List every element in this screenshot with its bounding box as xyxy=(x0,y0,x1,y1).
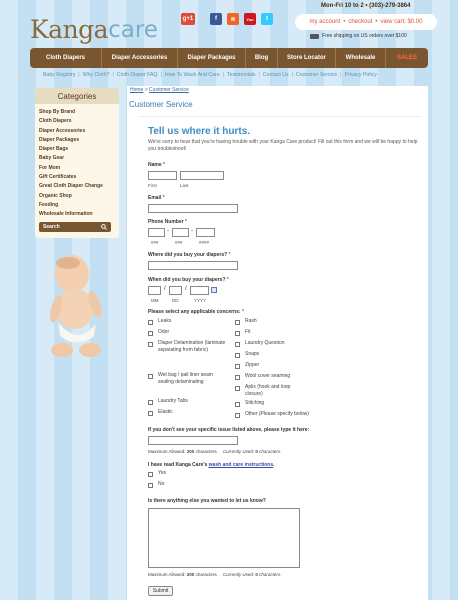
when-bought-label xyxy=(148,277,229,283)
where-bought-input[interactable] xyxy=(148,261,238,270)
category-shop-by-brand[interactable]: Shop By Brand xyxy=(39,109,76,115)
max-allowed-count: 200 xyxy=(186,449,195,454)
read-care-no-label: No xyxy=(158,481,165,487)
sub-nav xyxy=(43,72,377,78)
concern-snaps-checkbox[interactable] xyxy=(235,353,240,358)
required-mark: * xyxy=(226,277,229,283)
calendar-icon[interactable] xyxy=(211,287,217,293)
nav-wholesale[interactable]: Wholesale xyxy=(336,48,386,68)
social-links xyxy=(181,13,273,25)
breadcrumb-home[interactable]: Home xyxy=(130,87,144,93)
category-for-mom[interactable]: For Mom xyxy=(39,164,61,171)
date-caption-year: YYYY xyxy=(194,298,207,303)
category-cloth-diapers[interactable]: Cloth Diapers xyxy=(39,118,72,125)
account-bar xyxy=(295,14,437,30)
date-separator: / xyxy=(164,286,166,292)
category-organic-shop[interactable]: Organic Shop xyxy=(39,192,72,199)
phone-caption-prefix: ### xyxy=(175,240,183,245)
date-separator: / xyxy=(185,286,187,292)
page-title: Customer Service xyxy=(129,100,193,109)
subnav-why-cloth[interactable]: Why Cloth? xyxy=(82,72,110,78)
subnav-separator: | xyxy=(78,72,80,78)
category-baby-gear[interactable]: Baby Gear xyxy=(39,155,65,162)
concern-laundry-question-label: Laundry Question xyxy=(245,340,285,346)
characters-text: characters. xyxy=(195,449,218,454)
anything-else-label: Is there anything else you wanted to let us know? xyxy=(148,498,266,504)
subnav-cloth-diaper-faq[interactable]: Cloth Diaper FAQ xyxy=(116,72,158,78)
nav-diaper-packages[interactable]: Diaper Packages xyxy=(178,48,246,68)
concern-stitching-label: Stitching xyxy=(245,400,265,406)
concern-other-label: Other (Please specify below) xyxy=(245,411,309,417)
categories-list xyxy=(35,104,119,220)
concern-snaps-label: Snaps xyxy=(245,351,260,357)
year-input[interactable] xyxy=(190,286,209,295)
category-feeding[interactable]: Feeding xyxy=(39,201,59,208)
rss-icon[interactable]: ≋ xyxy=(227,13,239,25)
baby-photo xyxy=(42,254,112,364)
nav-store-locator[interactable]: Store Locator xyxy=(278,48,336,68)
logo[interactable] xyxy=(30,14,158,42)
shipping-banner xyxy=(310,33,407,39)
concern-laundry-tabs-checkbox[interactable] xyxy=(148,400,153,405)
concern-stitching-checkbox[interactable] xyxy=(235,402,240,407)
phone-caption-area: ### xyxy=(151,240,159,245)
concern-wool-checkbox[interactable] xyxy=(235,375,240,380)
youtube-icon[interactable]: You xyxy=(244,13,256,25)
concern-rash-label: Rash xyxy=(245,318,257,324)
concern-laundry-tabs-label: Laundry Tabs xyxy=(158,398,188,404)
form-heading: Tell us where it hurts. xyxy=(148,126,251,137)
required-mark: * xyxy=(162,195,165,201)
subnav-separator: | xyxy=(112,72,114,78)
characters-used-text: characters. xyxy=(259,572,282,577)
date-caption-month: MM xyxy=(151,298,159,303)
where-bought-label xyxy=(148,252,231,258)
concern-zipper-label: Zipper xyxy=(245,362,260,368)
concern-rash-checkbox[interactable] xyxy=(235,320,240,325)
concern-zipper-checkbox[interactable] xyxy=(235,364,240,369)
category-diaper-accessories[interactable]: Diaper Accessories xyxy=(39,127,86,134)
concern-delamination-checkbox[interactable] xyxy=(148,342,153,347)
anything-else-char-count xyxy=(148,572,281,577)
phone-dash: - xyxy=(191,228,193,234)
phone-label-text: Phone Number xyxy=(148,219,184,225)
category-diaper-packages[interactable]: Diaper Packages xyxy=(39,136,80,143)
subnav-separator: | xyxy=(258,72,260,78)
search-icon xyxy=(101,224,107,230)
concern-leaks-label: Leaks xyxy=(158,318,172,324)
concern-delamination-label: Diaper Delamination (laminate separating from fabric) xyxy=(158,340,226,353)
concern-elastic-checkbox[interactable] xyxy=(148,411,153,416)
max-allowed-count: 200 xyxy=(186,572,195,577)
email-input[interactable] xyxy=(148,204,238,213)
phone-hours: Mon-Fri 10 to 2 • (303)-279-3864 xyxy=(321,3,411,9)
category-wholesale-information[interactable]: Wholesale Information xyxy=(39,211,93,218)
used-count: 0 xyxy=(255,572,258,577)
subnav-contact-us[interactable]: Contact Us xyxy=(262,72,289,78)
concern-aplix-label: Aplix (hook and loop closure) xyxy=(245,384,291,397)
my-account-link[interactable]: my account xyxy=(309,19,341,25)
google-plus-icon[interactable]: g+1 xyxy=(181,13,195,25)
phone-prefix-input[interactable] xyxy=(172,228,189,237)
nav-cloth-diapers[interactable]: Cloth Diapers xyxy=(30,48,102,68)
categories-sidebar xyxy=(35,88,119,238)
read-care-label xyxy=(148,462,275,468)
concern-wetbag-checkbox[interactable] xyxy=(148,374,153,379)
facebook-icon[interactable]: f xyxy=(210,13,222,25)
subnav-baby-registry[interactable]: Baby Registry xyxy=(43,72,76,78)
when-bought-text: When did you buy your diapers? xyxy=(148,277,226,283)
currently-used-text: Currently Used: xyxy=(222,572,255,577)
concerns-label xyxy=(148,309,244,315)
concerns-label-text: Please select any applicable concerns: xyxy=(148,309,241,315)
read-care-period: . xyxy=(273,462,275,468)
main-nav xyxy=(30,48,428,68)
search-label: Search xyxy=(43,224,60,230)
concern-wool-label: Wool cover seaming xyxy=(245,373,291,379)
breadcrumb-separator: > xyxy=(144,87,148,93)
email-label-text: Email xyxy=(148,195,162,201)
header xyxy=(0,0,458,46)
phone-caption-line: #### xyxy=(199,240,210,245)
subnav-separator: | xyxy=(160,72,162,78)
other-issue-char-count xyxy=(148,449,281,454)
read-care-yes-label: Yes xyxy=(158,470,167,476)
checkout-link[interactable]: checkout xyxy=(348,19,373,25)
subnav-wash-and-care[interactable]: How To Wash And Care xyxy=(164,72,220,78)
category-great-cloth-diaper-change[interactable]: Great Cloth Diaper Change xyxy=(39,183,103,190)
other-issue-input[interactable] xyxy=(148,436,238,445)
category-gift-certificates[interactable]: Gift Certificates xyxy=(39,174,77,181)
subnav-privacy-policy[interactable]: Privacy Policy xyxy=(344,72,377,78)
characters-text: characters. xyxy=(195,572,218,577)
used-count: 0 xyxy=(255,449,258,454)
last-caption: Last xyxy=(180,183,189,188)
name-label-text: Name xyxy=(148,162,162,168)
nav-diaper-accessories[interactable]: Diaper Accessories xyxy=(102,48,178,68)
logo-text-left: Kanga xyxy=(30,15,109,44)
required-mark: * xyxy=(163,162,165,168)
read-care-text: I have read Kanga Care's xyxy=(148,462,208,468)
customer-service-form xyxy=(139,116,421,600)
last-name-input[interactable] xyxy=(180,171,224,180)
categories-heading: Categories xyxy=(35,88,119,104)
currently-used-text: Currently Used: xyxy=(222,449,255,454)
twitter-icon[interactable]: t xyxy=(261,13,273,25)
subnav-separator: | xyxy=(291,72,293,78)
category-diaper-bags[interactable]: Diaper Bags xyxy=(39,146,69,153)
subnav-testimonials[interactable]: Testimonials xyxy=(226,72,256,78)
required-mark: * xyxy=(241,309,244,315)
email-label xyxy=(148,195,165,201)
subnav-customer-service[interactable]: Customer Service xyxy=(295,72,338,78)
breadcrumb-current[interactable]: Customer Service xyxy=(149,87,189,93)
concern-leaks-checkbox[interactable] xyxy=(148,320,153,325)
view-cart-link[interactable]: view cart: $0.00 xyxy=(380,19,423,25)
name-label xyxy=(148,162,165,168)
search-button[interactable] xyxy=(39,222,111,232)
phone-label xyxy=(148,219,187,225)
phone-area-input[interactable] xyxy=(148,228,165,237)
breadcrumb xyxy=(130,87,189,93)
other-issue-label: If you don't see your specific issue listed above, please type it here: xyxy=(148,427,310,433)
form-intro: We're sorry to hear that you're having trouble with your Kanga Care product! Fill out this form and we will be happy to help you troubleshoot! xyxy=(148,139,418,152)
shipping-text: Free shipping on US orders over $100 xyxy=(322,33,407,39)
concern-odor-checkbox[interactable] xyxy=(148,331,153,336)
subnav-separator: | xyxy=(222,72,224,78)
where-bought-text: Where did you buy your diapers? xyxy=(148,252,228,258)
first-caption: First xyxy=(148,183,157,188)
concern-wetbag-label: Wet bag / pail liner seam sealing delaminating xyxy=(158,372,213,385)
read-care-yes-checkbox[interactable] xyxy=(148,472,153,477)
concern-laundry-question-checkbox[interactable] xyxy=(235,342,240,347)
phone-line-input[interactable] xyxy=(196,228,215,237)
concern-fit-checkbox[interactable] xyxy=(235,331,240,336)
wash-care-link[interactable]: wash and care instructions xyxy=(208,462,274,468)
nav-blog[interactable]: Blog xyxy=(246,48,278,68)
submit-button[interactable]: Submit xyxy=(148,586,173,596)
concern-odor-label: Odor xyxy=(158,329,170,335)
concern-aplix-checkbox[interactable] xyxy=(235,386,240,391)
required-mark: * xyxy=(184,219,187,225)
month-input[interactable] xyxy=(148,286,161,295)
phone-dash: - xyxy=(167,228,169,234)
concern-elastic-label: Elastic xyxy=(158,409,173,415)
characters-used-text: characters. xyxy=(259,449,282,454)
first-name-input[interactable] xyxy=(148,171,177,180)
concern-fit-label: Fit xyxy=(245,329,251,335)
concern-other-checkbox[interactable] xyxy=(235,413,240,418)
main-content xyxy=(127,86,428,600)
day-input[interactable] xyxy=(169,286,182,295)
date-caption-day: DD xyxy=(172,298,179,303)
required-mark: * xyxy=(228,252,231,258)
read-care-no-checkbox[interactable] xyxy=(148,483,153,488)
account-separator: • xyxy=(343,19,346,25)
nav-sales[interactable]: SALES xyxy=(396,55,417,61)
account-separator: • xyxy=(375,19,378,25)
max-allowed-text: Maximum Allowed: xyxy=(148,449,186,454)
logo-text-right: care xyxy=(108,17,158,43)
max-allowed-text: Maximum Allowed: xyxy=(148,572,186,577)
subnav-separator: | xyxy=(340,72,342,78)
truck-icon xyxy=(310,34,319,39)
anything-else-textarea[interactable] xyxy=(148,508,300,568)
